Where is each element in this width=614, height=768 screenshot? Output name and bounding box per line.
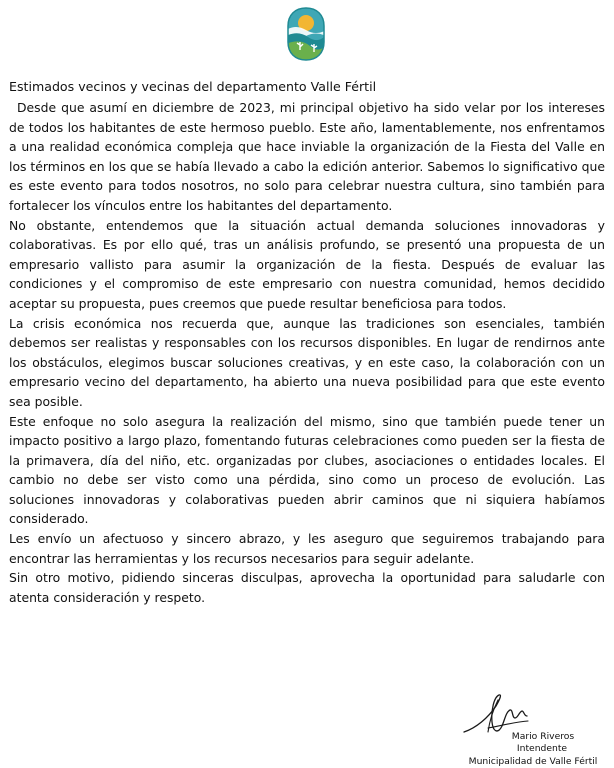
paragraph: La crisis económica nos recuerda que, aunque las tradiciones son esenciales, también debemos ser realistas y responsables con los recursos disponibles. En lugar de rendirnos ante los obstáculos, elegimos buscar soluciones creativas, y en este caso, la colaboración con un empresario vecino del departamento, ha abierto una nueva posibilidad para que este evento sea posible. [9, 315, 605, 409]
paragraph: No obstante, entendemos que la situación actual demanda soluciones innovadoras y colaborativas. Es por ello qué, tras un análisis profundo, se presentó una propuesta de un empresario vallisto para asumir la organización de la fiesta. Después de evaluar las condiciones y el compromiso de este empresario con nuestra comunidad, hemos decidido aceptar su propuesta, pues creemos que puede resultar beneficiosa para todos. [9, 217, 605, 311]
signer-organization: Municipalidad de Valle Fértil [468, 755, 598, 767]
letter-greeting: Estimados vecinos y vecinas del departamento Valle Fértil [9, 79, 377, 94]
municipality-logo [286, 6, 326, 62]
signer-role: Intendente [516, 743, 568, 755]
paragraph: Les envío un afectuoso y sincero abrazo, y les aseguro que seguiremos trabajando para encontrar las herramientas y los recursos necesarios para seguir adelante. [9, 531, 605, 566]
paragraph: Desde que asumí en diciembre de 2023, mi principal objetivo ha sido velar por los intereses de todos los habitantes de este hermoso pueblo. Este año, lamentablemente, nos enfrentamos a una realidad económica compleja que hace inviable la organización de la Fiesta del Valle en los términos en los que se había llevado a cabo la edición anterior. Sabemos lo significativo que es este evento para todos nosotros, no solo para celebrar nuestra cultura, sino también para fortalecer los vínculos entre los habitantes del departamento. [9, 100, 605, 213]
valle-fertil-logo-icon [286, 6, 326, 62]
paragraph: Sin otro motivo, pidiendo sinceras disculpas, aprovecha la oportunidad para saludarle con atenta consideración y respeto. [9, 570, 605, 605]
letter-body [9, 98, 605, 607]
paragraph: Este enfoque no solo asegura la realización del mismo, sino que también puede tener un impacto positivo a largo plazo, fomentando futuras celebraciones como pueden ser la fiesta de la primavera, día del niño, etc. organizadas por clubes, asociaciones o entidades locales. El cambio no debe ser visto como una pérdida, sino como un proceso de evolución. Las soluciones innovadoras y colaborativas pueden abrir caminos que ni siquiera habíamos considerado. [9, 413, 605, 527]
signature-block [420, 731, 606, 768]
signer-name: Mario Riveros [511, 731, 575, 742]
